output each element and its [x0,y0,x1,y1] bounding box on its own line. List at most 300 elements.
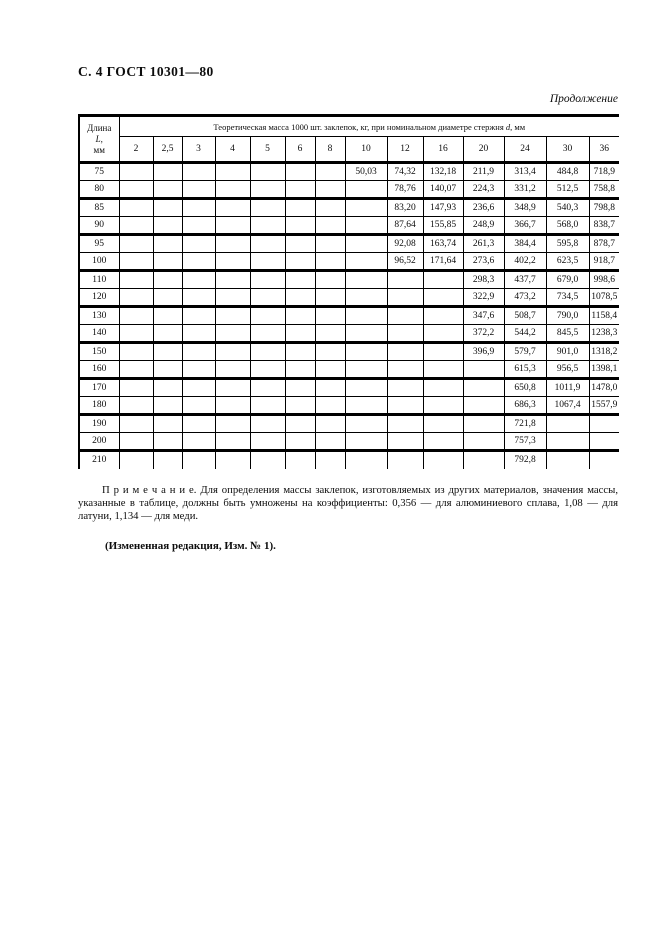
mass-cell [250,361,285,379]
mass-cell [119,307,153,325]
mass-cell [315,361,345,379]
mass-cell: 1238,3 [589,325,619,343]
mass-cell [119,163,153,181]
mass-cell: 437,7 [504,271,546,289]
table-row [79,217,619,235]
mass-cell: 1067,4 [546,397,589,415]
mass-cell [182,433,215,451]
mass-cell [119,379,153,397]
mass-cell [463,433,504,451]
note-paragraph [78,484,618,523]
mass-cell [315,433,345,451]
mass-cell [182,271,215,289]
mass-cell [250,397,285,415]
table-row [79,397,619,415]
length-cell: 150 [79,343,119,361]
mass-cell [215,253,250,271]
mass-cell [285,379,315,397]
mass-cell: 615,3 [504,361,546,379]
mass-cell [182,451,215,469]
length-cell: 170 [79,379,119,397]
mass-cell: 236,6 [463,199,504,217]
mass-cell [423,271,463,289]
mass-cell [250,415,285,433]
diameter-header: 12 [387,137,423,163]
mass-cell [250,235,285,253]
mass-cell [215,451,250,469]
table-row [79,235,619,253]
mass-cell [119,415,153,433]
mass-cell [315,343,345,361]
mass-cell [182,343,215,361]
mass-cell [182,235,215,253]
mass-cell [315,253,345,271]
mass-cell [345,289,387,307]
mass-cell [285,451,315,469]
diameter-header: 30 [546,137,589,163]
mass-cell [250,271,285,289]
mass-cell: 845,5 [546,325,589,343]
note-label: П р и м е ч а н и е. [102,483,197,496]
mass-cell [315,271,345,289]
length-cell: 80 [79,181,119,199]
mass-cell: 384,4 [504,235,546,253]
length-cell: 110 [79,271,119,289]
span-header-unit: , мм [510,121,526,132]
mass-cell [423,307,463,325]
mass-cell: 96,52 [387,253,423,271]
mass-cell [285,199,315,217]
mass-cell [182,325,215,343]
mass-cell [119,235,153,253]
mass-cell: 372,2 [463,325,504,343]
mass-cell [423,451,463,469]
mass-cell: 1158,4 [589,307,619,325]
mass-cell: 878,7 [589,235,619,253]
mass-cell: 348,9 [504,199,546,217]
mass-cell [423,415,463,433]
mass-cell [215,307,250,325]
mass-cell [285,397,315,415]
mass-cell: 679,0 [546,271,589,289]
mass-cell: 484,8 [546,163,589,181]
mass-cell [315,199,345,217]
mass-cell [153,181,182,199]
length-cell: 180 [79,397,119,415]
mass-cell [345,271,387,289]
mass-cell [463,397,504,415]
length-header-line2: L, [95,133,103,144]
continuation-label: Продолжение [549,93,618,105]
amendment-line: (Измененная редакция, Изм. № 1). [105,539,276,552]
mass-cell [153,289,182,307]
length-cell: 100 [79,253,119,271]
mass-cell [182,397,215,415]
mass-cell: 1078,5 [589,289,619,307]
mass-cell [345,181,387,199]
diameter-header: 36 [589,137,619,163]
mass-cell: 366,7 [504,217,546,235]
mass-cell: 140,07 [423,181,463,199]
mass-cell [215,289,250,307]
mass-cell [285,307,315,325]
mass-cell: 508,7 [504,307,546,325]
mass-cell [250,199,285,217]
mass-cell: 171,64 [423,253,463,271]
table-row [79,433,619,451]
table-row [79,199,619,217]
mass-cell: 838,7 [589,217,619,235]
mass-cell [119,397,153,415]
mass-cell [153,163,182,181]
mass-cell [315,325,345,343]
mass-cell: 595,8 [546,235,589,253]
mass-cell [215,235,250,253]
mass-cell: 901,0 [546,343,589,361]
mass-cell: 1318,2 [589,343,619,361]
mass-cell: 540,3 [546,199,589,217]
mass-cell [153,325,182,343]
mass-cell: 579,7 [504,343,546,361]
mass-cell [285,253,315,271]
mass-cell [345,199,387,217]
table-row [79,379,619,397]
mass-cell: 347,6 [463,307,504,325]
diameter-header: 5 [250,137,285,163]
mass-cell: 544,2 [504,325,546,343]
mass-cell: 396,9 [463,343,504,361]
mass-cell [285,415,315,433]
mass-cell [345,343,387,361]
mass-cell [387,397,423,415]
mass-span-header [119,116,619,137]
table-row [79,325,619,343]
mass-cell [250,181,285,199]
table-row [79,361,619,379]
mass-cell: 273,6 [463,253,504,271]
mass-cell [387,307,423,325]
mass-cell [119,451,153,469]
mass-cell [387,379,423,397]
mass-cell: 918,7 [589,253,619,271]
mass-cell: 87,64 [387,217,423,235]
mass-cell: 322,9 [463,289,504,307]
mass-cell: 1478,0 [589,379,619,397]
length-cell: 75 [79,163,119,181]
mass-cell [463,379,504,397]
mass-cell [285,325,315,343]
mass-cell [589,415,619,433]
mass-cell [285,289,315,307]
length-header-line3: мм [93,144,105,155]
mass-cell [182,289,215,307]
mass-cell [119,199,153,217]
mass-cell: 132,18 [423,163,463,181]
table-row [79,307,619,325]
length-cell: 140 [79,325,119,343]
mass-cell [315,415,345,433]
mass-cell [423,379,463,397]
length-cell: 130 [79,307,119,325]
mass-cell: 313,4 [504,163,546,181]
diameter-header: 2 [119,137,153,163]
mass-cell [182,361,215,379]
length-cell: 160 [79,361,119,379]
span-header-text: Теоретическая масса 1000 шт. заклепок, кг, при номинальном диаметре стержня [213,121,506,132]
mass-cell [215,361,250,379]
mass-cell [345,235,387,253]
mass-cell: 512,5 [546,181,589,199]
mass-cell [387,325,423,343]
mass-cell [345,415,387,433]
mass-cell [285,361,315,379]
diameter-header: 20 [463,137,504,163]
mass-cell [153,397,182,415]
mass-cell [387,271,423,289]
mass-cell [250,217,285,235]
mass-cell [215,379,250,397]
length-cell: 120 [79,289,119,307]
mass-cell [250,253,285,271]
mass-cell [546,451,589,469]
mass-cell [315,307,345,325]
mass-cell [215,163,250,181]
mass-cell [285,181,315,199]
mass-cell [250,451,285,469]
mass-cell [285,271,315,289]
table-row [79,415,619,433]
mass-cell [215,217,250,235]
mass-cell [345,307,387,325]
mass-cell [345,325,387,343]
mass-cell [285,217,315,235]
mass-cell [315,379,345,397]
mass-cell: 1398,1 [589,361,619,379]
mass-cell: 147,93 [423,199,463,217]
mass-cell: 248,9 [463,217,504,235]
diameter-header-row [79,137,619,163]
mass-cell [387,451,423,469]
mass-cell [285,433,315,451]
mass-cell [315,289,345,307]
table-row [79,253,619,271]
mass-cell [119,343,153,361]
mass-cell: 83,20 [387,199,423,217]
mass-cell [315,181,345,199]
mass-cell: 623,5 [546,253,589,271]
mass-cell [153,307,182,325]
mass-cell [215,397,250,415]
mass-cell [153,451,182,469]
mass-cell [182,253,215,271]
mass-cell [119,271,153,289]
mass-cell [215,181,250,199]
table-row [79,271,619,289]
table-row [79,343,619,361]
mass-cell [153,379,182,397]
mass-cell: 74,32 [387,163,423,181]
mass-cell: 402,2 [504,253,546,271]
mass-cell [345,397,387,415]
mass-cell: 718,9 [589,163,619,181]
mass-cell [153,271,182,289]
mass-cell [250,289,285,307]
length-cell: 90 [79,217,119,235]
mass-cell: 686,3 [504,397,546,415]
mass-cell [153,415,182,433]
mass-cell [285,163,315,181]
mass-cell [345,451,387,469]
mass-cell: 734,5 [546,289,589,307]
mass-cell [345,253,387,271]
table-row [79,181,619,199]
mass-cell [387,415,423,433]
mass-cell [215,271,250,289]
length-cell: 190 [79,415,119,433]
mass-cell [387,343,423,361]
rivet-mass-table [78,114,619,469]
mass-cell [423,433,463,451]
length-cell: 200 [79,433,119,451]
mass-cell [119,325,153,343]
mass-cell [215,325,250,343]
mass-cell [315,163,345,181]
mass-cell [463,361,504,379]
mass-cell [387,433,423,451]
mass-cell [153,253,182,271]
mass-cell [423,397,463,415]
mass-cell [250,433,285,451]
mass-cell: 757,3 [504,433,546,451]
mass-cell: 798,8 [589,199,619,217]
mass-cell [345,433,387,451]
mass-cell [153,217,182,235]
mass-cell [250,163,285,181]
mass-cell: 211,9 [463,163,504,181]
mass-cell [182,199,215,217]
mass-cell: 224,3 [463,181,504,199]
mass-cell: 155,85 [423,217,463,235]
diameter-header: 6 [285,137,315,163]
page-title: С. 4 ГОСТ 10301—80 [78,64,214,79]
mass-cell: 331,2 [504,181,546,199]
length-header-line1: Длина [87,122,112,133]
mass-cell: 78,76 [387,181,423,199]
mass-cell [215,199,250,217]
mass-cell: 1011,9 [546,379,589,397]
table-header-row-top [79,116,619,137]
mass-cell [345,379,387,397]
table-row [79,289,619,307]
mass-cell: 758,8 [589,181,619,199]
mass-cell [387,361,423,379]
mass-cell [387,289,423,307]
mass-cell [285,343,315,361]
page-content [78,0,618,563]
mass-cell [119,217,153,235]
length-cell: 210 [79,451,119,469]
mass-cell: 956,5 [546,361,589,379]
mass-cell [182,379,215,397]
mass-cell [423,325,463,343]
length-column-header [79,116,119,163]
length-cell: 95 [79,235,119,253]
mass-cell [153,433,182,451]
mass-cell: 790,0 [546,307,589,325]
mass-cell [182,415,215,433]
mass-cell: 650,8 [504,379,546,397]
mass-cell [315,397,345,415]
mass-cell [153,343,182,361]
diameter-header: 16 [423,137,463,163]
mass-cell [182,217,215,235]
mass-cell [463,451,504,469]
mass-cell: 998,6 [589,271,619,289]
mass-cell [423,343,463,361]
mass-cell: 50,03 [345,163,387,181]
diameter-header: 24 [504,137,546,163]
mass-cell [250,379,285,397]
length-cell: 85 [79,199,119,217]
mass-cell [315,217,345,235]
mass-cell [182,163,215,181]
note-text: Для определения массы заклепок, изготовляемых из других материалов, значения массы, указанные в таблице, должны быть умножены на коэффициенты: 0,356 — для алюминиевого сплава, 1,08 — для латуни, 1,134 — для меди. [78,483,618,522]
mass-cell: 721,8 [504,415,546,433]
mass-cell [463,415,504,433]
mass-cell: 1557,9 [589,397,619,415]
mass-cell [589,433,619,451]
mass-cell: 568,0 [546,217,589,235]
mass-cell [119,289,153,307]
mass-cell [215,415,250,433]
mass-cell [250,325,285,343]
diameter-header: 2,5 [153,137,182,163]
mass-cell [153,235,182,253]
mass-cell: 163,74 [423,235,463,253]
mass-cell [153,199,182,217]
mass-cell [546,433,589,451]
mass-cell [250,307,285,325]
mass-cell: 792,8 [504,451,546,469]
span-header-d-symbol: d [505,121,511,132]
mass-cell [119,181,153,199]
mass-cell [315,451,345,469]
mass-cell [315,235,345,253]
mass-cell [345,361,387,379]
mass-cell: 298,3 [463,271,504,289]
mass-cell [182,181,215,199]
diameter-header: 8 [315,137,345,163]
mass-cell [119,361,153,379]
diameter-header: 4 [215,137,250,163]
mass-cell [119,253,153,271]
mass-cell [285,235,315,253]
table-row [79,451,619,469]
mass-cell [250,343,285,361]
mass-cell [215,433,250,451]
mass-cell [215,343,250,361]
mass-cell [589,451,619,469]
mass-cell: 261,3 [463,235,504,253]
mass-cell [423,289,463,307]
mass-cell [345,217,387,235]
mass-cell [153,361,182,379]
mass-cell: 473,2 [504,289,546,307]
mass-cell [423,361,463,379]
diameter-header: 3 [182,137,215,163]
mass-cell [546,415,589,433]
mass-cell [182,307,215,325]
